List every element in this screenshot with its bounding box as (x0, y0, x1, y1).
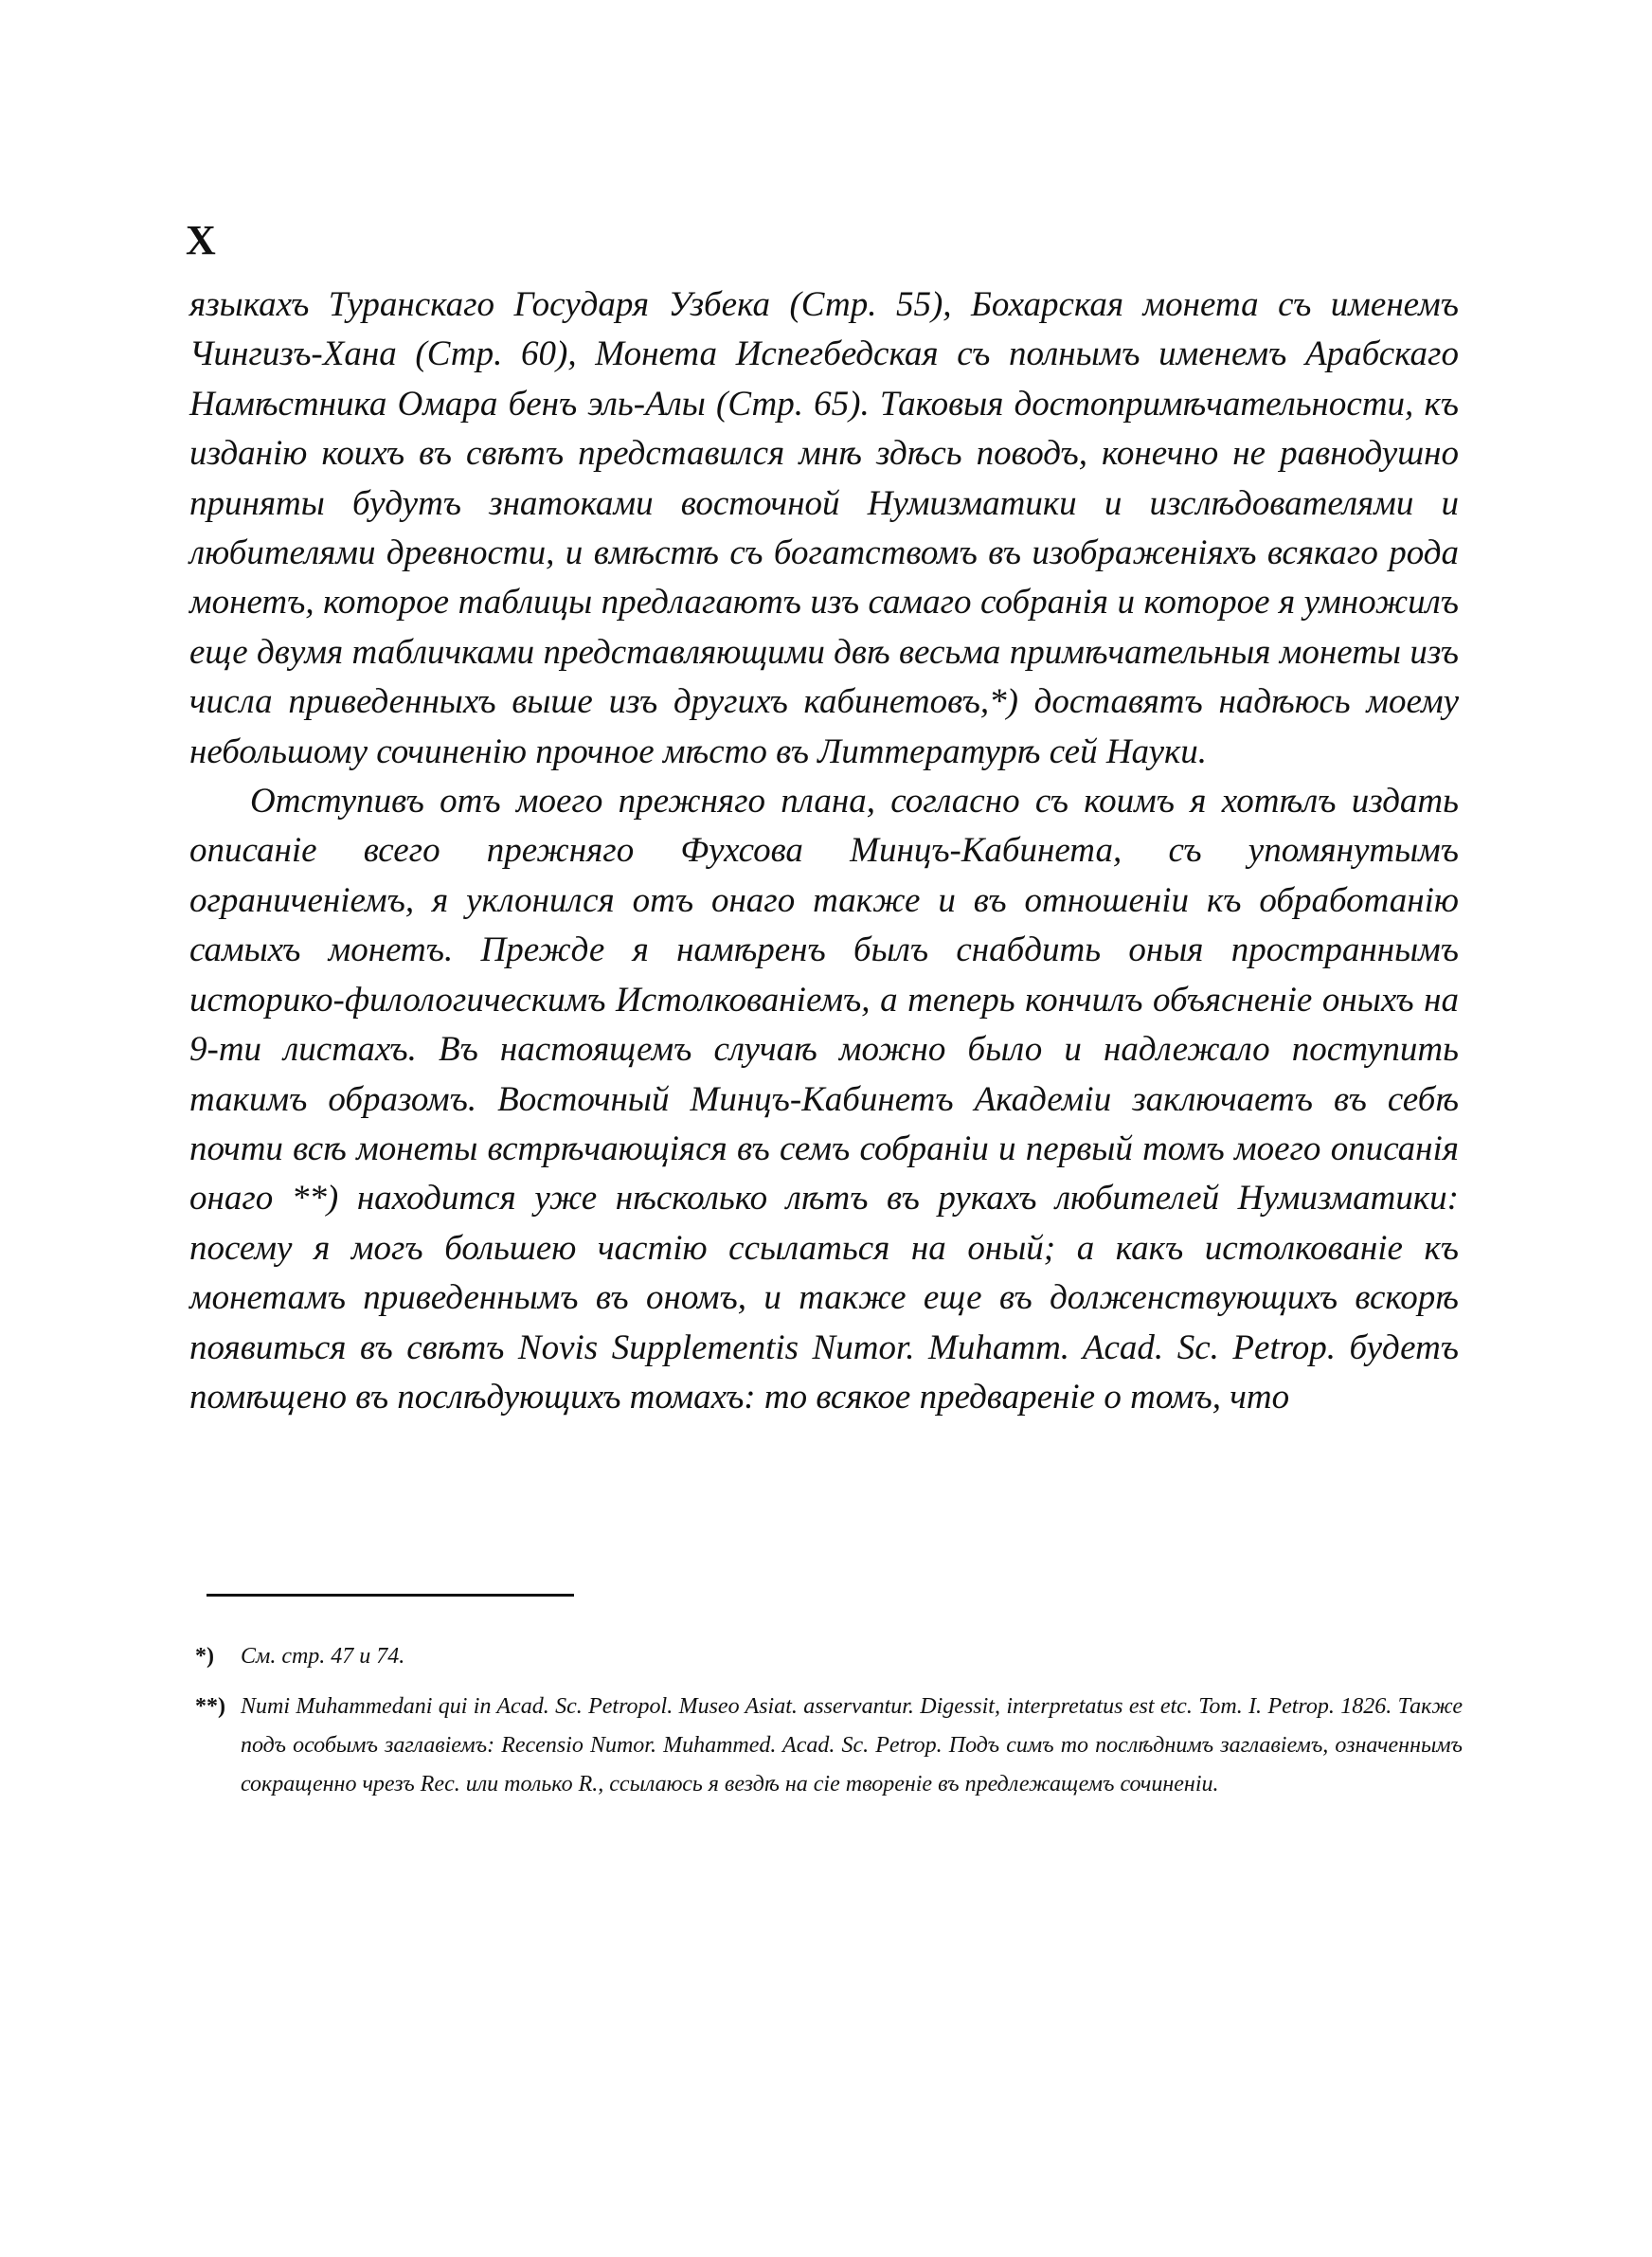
page-number: X (186, 217, 217, 263)
footnote-2-mark: **) (195, 1694, 225, 1719)
footnotes (195, 1637, 1463, 1815)
main-text (189, 280, 1459, 1422)
footnote-2 (195, 1688, 1463, 1804)
footnote-1 (195, 1637, 1463, 1676)
paragraph-2: Отступивъ отъ моего прежняго плана, согласно съ коимъ я хотѣлъ издать описаніе всего прежняго Фухсова Минцъ-Кабинета, съ упомянутымъ ограниченіемъ, я уклонился отъ онаго также и въ отношеніи къ обработанію самыхъ монетъ. Прежде я намѣренъ былъ снабдить оныя пространнымъ историко-филологическимъ Истолкованіемъ, а теперь кончилъ объясненіе оныхъ на 9-ти листахъ. Въ настоящемъ случаѣ можно было и надлежало поступить такимъ образомъ. Восточный Минцъ-Кабинетъ Академіи заключаетъ въ себѣ почти всѣ монеты встрѣчающіяся въ семъ собраніи и первый томъ моего описанія онаго **) находится уже нѣсколько лѣтъ въ рукахъ любителей Нумизматики: посему я могъ большею частію ссылаться на оный; а какъ истолкованіе къ монетамъ приведеннымъ въ ономъ, и также еще въ долженствующихъ вскорѣ появиться въ свѣтъ Novis Supplementis Numor. Muhamm. Acad. Sc. Petrop. будетъ помѣщено въ послѣдующихъ томахъ: то всякое предвареніе о томъ, что (189, 782, 1459, 1417)
footnote-2-text: Numi Muhammedani qui in Acad. Sc. Petropol. Museo Asiat. asservantur. Digessit, interpretatus est etc. Tom. I. Petrop. 1826. Также подъ особымъ заглавіемъ: Recensio Numor. Muhammed. Acad. Sc. Petrop. Подъ симъ то послѣднимъ заглавіемъ, означеннымъ сокращенно чрезъ Rec. или только R., ссылаюсь я вездѣ на сіе твореніе въ предлежащемъ сочиненіи. (241, 1694, 1463, 1797)
footnote-1-text: См. стр. 47 и 74. (241, 1644, 405, 1669)
paragraph-1: языкахъ Туранскаго Государя Узбека (Стр. 55), Бохарская монета съ именемъ Чингизъ-Хана (Стр. 60), Монета Испегбедская съ полнымъ именемъ Арабскаго Намѣстника Омара бенъ эль-Алы (Стр. 65). Таковыя достопримѣчательности, къ изданію коихъ въ свѣтъ представился мнѣ здѣсь поводъ, конечно не равнодушно приняты будутъ знатоками восточной Нумизматики и изслѣдователями и любителями древности, и вмѣстѣ съ богатствомъ въ изображеніяхъ всякаго рода монетъ, которое таблицы предлагаютъ изъ самаго собранія и которое я умножилъ еще двумя табличками представляющими двѣ весьма примѣчательныя монеты изъ числа приведенныхъ выше изъ другихъ кабинетовъ,*) доставятъ надѣюсь моему небольшому сочиненію прочное мѣсто въ Литтературѣ сей Науки. (189, 285, 1459, 771)
footnote-1-mark: *) (195, 1644, 214, 1669)
footnote-divider (206, 1594, 574, 1597)
